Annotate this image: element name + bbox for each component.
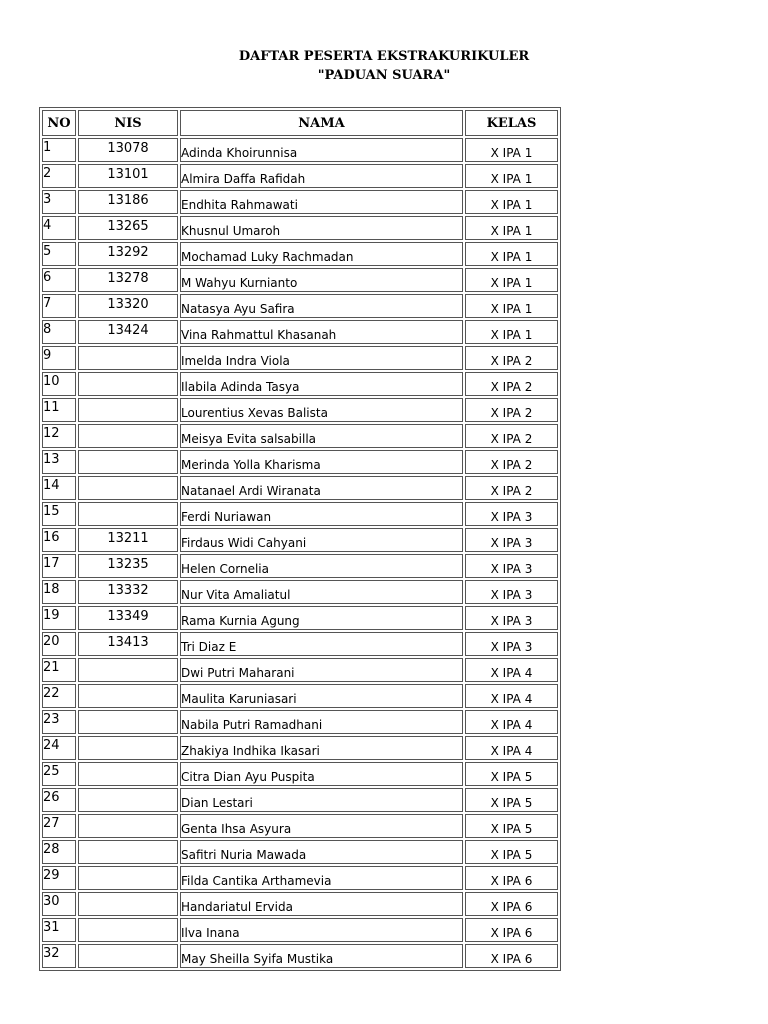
cell-no: 26 [42,788,76,812]
cell-kelas: X IPA 3 [465,502,558,526]
cell-nis: 13332 [78,580,178,604]
table-row [42,372,558,396]
table-row [42,866,558,890]
cell-nama: Firdaus Widi Cahyani [180,528,463,552]
cell-no: 9 [42,346,76,370]
cell-kelas: X IPA 4 [465,736,558,760]
cell-kelas: X IPA 1 [465,164,558,188]
cell-no: 24 [42,736,76,760]
cell-no: 12 [42,424,76,448]
table-row [42,892,558,916]
cell-nama: Rama Kurnia Agung [180,606,463,630]
table-row [42,814,558,838]
cell-no: 4 [42,216,76,240]
header-no: NO [42,110,76,136]
table-row [42,476,558,500]
cell-nama: Imelda Indra Viola [180,346,463,370]
table-row [42,684,558,708]
cell-no: 8 [42,320,76,344]
cell-nis [78,788,178,812]
cell-no: 11 [42,398,76,422]
cell-nis: 13292 [78,242,178,266]
cell-kelas: X IPA 2 [465,398,558,422]
table-row [42,346,558,370]
cell-nis [78,476,178,500]
cell-no: 28 [42,840,76,864]
cell-kelas: X IPA 3 [465,632,558,656]
cell-no: 21 [42,658,76,682]
cell-nama: Ferdi Nuriawan [180,502,463,526]
table-row [42,944,558,968]
cell-nis [78,866,178,890]
table-row [42,840,558,864]
cell-nama: Lourentius Xevas Balista [180,398,463,422]
cell-nama: Meisya Evita salsabilla [180,424,463,448]
cell-kelas: X IPA 3 [465,580,558,604]
cell-kelas: X IPA 3 [465,528,558,552]
table-row [42,294,558,318]
cell-kelas: X IPA 6 [465,944,558,968]
cell-kelas: X IPA 1 [465,294,558,318]
cell-nis [78,762,178,786]
cell-kelas: X IPA 1 [465,268,558,292]
cell-no: 32 [42,944,76,968]
cell-kelas: X IPA 2 [465,450,558,474]
cell-no: 5 [42,242,76,266]
cell-no: 25 [42,762,76,786]
cell-nis: 13278 [78,268,178,292]
cell-kelas: X IPA 1 [465,320,558,344]
cell-nama: Maulita Karuniasari [180,684,463,708]
cell-nis [78,684,178,708]
cell-kelas: X IPA 2 [465,372,558,396]
cell-nama: Genta Ihsa Asyura [180,814,463,838]
document-title: DAFTAR PESERTA EKSTRAKURIKULER [238,49,530,64]
cell-nis: 13320 [78,294,178,318]
cell-nama: Tri Diaz E [180,632,463,656]
cell-kelas: X IPA 2 [465,476,558,500]
table-row [42,658,558,682]
participant-table [39,107,561,971]
cell-nama: Nur Vita Amaliatul [180,580,463,604]
cell-no: 3 [42,190,76,214]
cell-nis [78,892,178,916]
cell-kelas: X IPA 5 [465,788,558,812]
table-row [42,424,558,448]
cell-kelas: X IPA 1 [465,138,558,162]
cell-no: 30 [42,892,76,916]
header-nis: NIS [78,110,178,136]
table-row [42,138,558,162]
table-body [42,138,558,968]
cell-no: 22 [42,684,76,708]
cell-kelas: X IPA 6 [465,918,558,942]
cell-nis [78,814,178,838]
cell-kelas: X IPA 4 [465,684,558,708]
cell-nama: Handariatul Ervida [180,892,463,916]
cell-nama: Citra Dian Ayu Puspita [180,762,463,786]
cell-nis [78,372,178,396]
cell-nis: 13078 [78,138,178,162]
cell-nis [78,502,178,526]
cell-no: 23 [42,710,76,734]
table-row [42,450,558,474]
cell-kelas: X IPA 6 [465,866,558,890]
cell-nis [78,424,178,448]
cell-nis: 13349 [78,606,178,630]
cell-nis: 13211 [78,528,178,552]
table-row [42,320,558,344]
cell-no: 29 [42,866,76,890]
header-kelas: KELAS [465,110,558,136]
cell-nama: Mochamad Luky Rachmadan [180,242,463,266]
cell-nis [78,658,178,682]
table-header-row [42,110,558,136]
cell-kelas: X IPA 6 [465,892,558,916]
table-row [42,554,558,578]
cell-no: 18 [42,580,76,604]
cell-kelas: X IPA 5 [465,840,558,864]
cell-nama: Ilva Inana [180,918,463,942]
cell-no: 19 [42,606,76,630]
cell-nama: Dwi Putri Maharani [180,658,463,682]
table-row [42,528,558,552]
cell-nama: Ilabila Adinda Tasya [180,372,463,396]
table-row [42,606,558,630]
cell-nis [78,736,178,760]
table-row [42,918,558,942]
table-row [42,242,558,266]
cell-nis: 13413 [78,632,178,656]
cell-no: 20 [42,632,76,656]
cell-nama: Almira Daffa Rafidah [180,164,463,188]
cell-no: 31 [42,918,76,942]
table-row [42,164,558,188]
cell-kelas: X IPA 4 [465,658,558,682]
table-row [42,788,558,812]
cell-no: 6 [42,268,76,292]
cell-nama: M Wahyu Kurnianto [180,268,463,292]
cell-no: 15 [42,502,76,526]
table-row [42,398,558,422]
cell-nama: Endhita Rahmawati [180,190,463,214]
cell-kelas: X IPA 3 [465,554,558,578]
cell-nis: 13235 [78,554,178,578]
cell-nama: Safitri Nuria Mawada [180,840,463,864]
document-subtitle: "PADUAN SUARA" [317,68,451,83]
cell-no: 16 [42,528,76,552]
cell-nama: Khusnul Umaroh [180,216,463,240]
cell-kelas: X IPA 4 [465,710,558,734]
cell-kelas: X IPA 1 [465,242,558,266]
cell-kelas: X IPA 2 [465,424,558,448]
cell-nis [78,450,178,474]
cell-nis [78,346,178,370]
cell-nama: Filda Cantika Arthamevia [180,866,463,890]
cell-kelas: X IPA 1 [465,216,558,240]
cell-nis [78,710,178,734]
cell-nama: Natasya Ayu Safira [180,294,463,318]
table-row [42,190,558,214]
table-row [42,580,558,604]
cell-nama: Natanael Ardi Wiranata [180,476,463,500]
cell-nama: Nabila Putri Ramadhani [180,710,463,734]
table-row [42,762,558,786]
cell-nama: Vina Rahmattul Khasanah [180,320,463,344]
cell-nama: Adinda Khoirunnisa [180,138,463,162]
cell-nis [78,944,178,968]
header-nama: NAMA [180,110,463,136]
cell-nis [78,840,178,864]
cell-nis [78,918,178,942]
table-row [42,632,558,656]
table-row [42,710,558,734]
cell-no: 14 [42,476,76,500]
cell-no: 17 [42,554,76,578]
cell-kelas: X IPA 5 [465,762,558,786]
cell-no: 7 [42,294,76,318]
cell-kelas: X IPA 5 [465,814,558,838]
cell-no: 27 [42,814,76,838]
cell-no: 2 [42,164,76,188]
cell-nama: Merinda Yolla Kharisma [180,450,463,474]
cell-nis: 13424 [78,320,178,344]
cell-kelas: X IPA 2 [465,346,558,370]
cell-nama: Dian Lestari [180,788,463,812]
cell-nis: 13265 [78,216,178,240]
cell-kelas: X IPA 1 [465,190,558,214]
table-row [42,736,558,760]
cell-nama: Helen Cornelia [180,554,463,578]
cell-no: 10 [42,372,76,396]
cell-kelas: X IPA 3 [465,606,558,630]
cell-nis: 13186 [78,190,178,214]
cell-no: 13 [42,450,76,474]
cell-no: 1 [42,138,76,162]
cell-nama: May Sheilla Syifa Mustika [180,944,463,968]
cell-nis: 13101 [78,164,178,188]
cell-nama: Zhakiya Indhika Ikasari [180,736,463,760]
table-row [42,216,558,240]
cell-nis [78,398,178,422]
table-row [42,268,558,292]
table-row [42,502,558,526]
